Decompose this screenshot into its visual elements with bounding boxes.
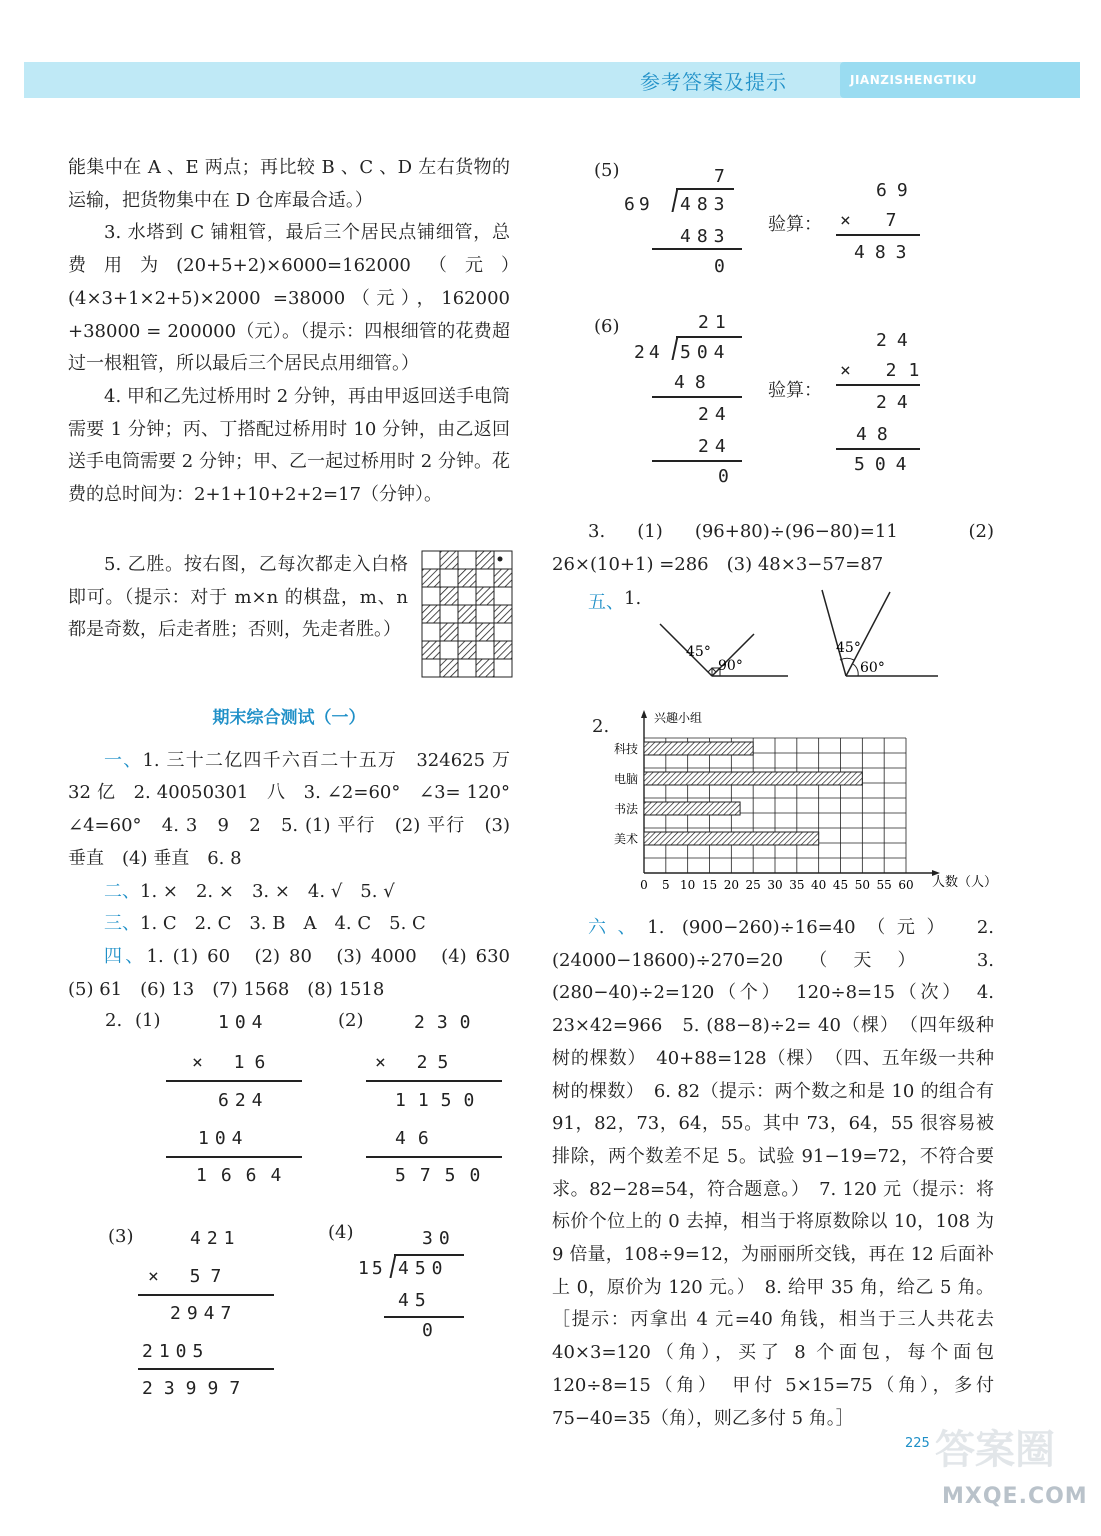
calc-2-line-2: × 25: [375, 1052, 459, 1073]
tick-label: 55: [876, 878, 892, 892]
calc-r6-subtract-2: 24: [698, 436, 732, 457]
tick-label: 40: [811, 878, 827, 892]
header-tag: JIANZISHENGTIKU: [840, 62, 1080, 98]
calc-1-line-4: 104: [198, 1128, 249, 1149]
calc-r6-divisor: 24: [634, 342, 664, 363]
paragraph-4: 4. 甲和乙先过桥用时 2 分钟，再由甲返回送手电筒需要 1 分钟；丙、丁搭配过桥用时 10 分钟，由乙返回送手电筒需要 2 分钟；甲、乙一起过桥用时 2 分钟。花费的总时间为：2+1+10+2+2=17（分钟）。: [68, 385, 510, 506]
calc-r5-remainder: 0: [714, 256, 731, 277]
tick-label: 30: [767, 878, 783, 892]
board-cell: [458, 587, 476, 605]
board-cell: [422, 623, 440, 641]
check-6-line-3: 24: [876, 392, 918, 413]
bar-3: [644, 832, 819, 845]
calc-1-line-1: 104: [218, 1012, 269, 1033]
start-dot-icon: [498, 557, 503, 562]
calc-2-line-1: 230: [414, 1012, 483, 1033]
chart-grid: [641, 710, 940, 876]
check-5-line-3: 483: [854, 242, 917, 263]
board-cell: [476, 605, 494, 623]
calc-1-line-2: × 16: [192, 1052, 276, 1073]
section-5-item-2: 2.: [592, 716, 610, 737]
check-6-line-2: × 21: [840, 360, 932, 381]
final-test-block: [68, 696, 528, 1006]
section-5-item-1: 1.: [624, 588, 642, 609]
angle-figures: [650, 586, 950, 686]
board-cell: [494, 659, 512, 677]
calc-r6-quotient: 21: [698, 312, 732, 333]
category-label: 书法: [614, 802, 639, 816]
tick-label: 25: [745, 878, 761, 892]
calc-1-line-3: 624: [218, 1090, 269, 1111]
watermark-url: MXQE.COM: [942, 1484, 1088, 1509]
board-cell: [476, 587, 494, 605]
watermark-logo: 答案圈: [935, 1427, 1055, 1473]
check-label-6: 验算：: [768, 380, 822, 401]
tick-label: 60: [898, 878, 914, 892]
check-5-line-2: × 7: [840, 210, 909, 231]
category-label: 电脑: [614, 772, 639, 786]
section-3-answers: 1. C 2. C 3. B A 4. C 5. C: [140, 913, 426, 935]
calc-r5-subtract: 483: [680, 226, 731, 247]
board-cell: [458, 659, 476, 677]
calc-r6-partial: 24: [698, 404, 732, 425]
calc-4-divisor: 15: [358, 1258, 386, 1279]
page-number: 225: [905, 1436, 930, 1451]
calc-3-line-3: 2947: [170, 1303, 238, 1324]
board-cell: [476, 641, 494, 659]
board-cell: [476, 569, 494, 587]
board-cell: [494, 641, 512, 659]
category-label: 科技: [614, 742, 639, 756]
header-title: 参考答案及提示: [640, 70, 787, 94]
board-cell: [494, 587, 512, 605]
board-cell: [440, 587, 458, 605]
board-cell: [458, 641, 476, 659]
category-label: 美术: [614, 832, 639, 846]
calc-3-line-2: × 57: [148, 1266, 232, 1287]
calc-2-sub-label: (2): [338, 1010, 364, 1031]
paragraph-5: 5. 乙胜。按右图，乙每次都走入白格即可。（提示：对于 m×n 的棋盘，m、n 都是奇数，后走者胜；否则，先走者胜。）: [68, 554, 408, 641]
board-cell: [494, 623, 512, 641]
angle-a-90: 90°: [718, 658, 743, 674]
calc-2-line-3: 1150: [395, 1090, 487, 1111]
calc-r6-subtract-1: 48: [674, 372, 716, 393]
y-arrow-icon: [641, 710, 647, 718]
board-cell: [422, 605, 440, 623]
bar-0: [644, 742, 753, 755]
check-label-5: 验算：: [768, 214, 822, 235]
board-cell: [440, 641, 458, 659]
board-cell: [440, 551, 458, 569]
calc-4-label: (4): [328, 1222, 354, 1243]
board-cell: [440, 659, 458, 677]
section-6-block: [552, 912, 994, 1435]
calc-r6-dividend: 504: [680, 342, 731, 363]
calc-4-dividend: 450: [398, 1258, 449, 1279]
chessboard-grid: [422, 551, 512, 677]
check-6-line-4: 48: [856, 424, 898, 445]
board-cell: [458, 551, 476, 569]
calc-2-line-5: 5750: [395, 1165, 495, 1186]
section-3-label: 三、: [104, 913, 140, 935]
calc-1-line-5: 1664: [196, 1165, 296, 1186]
paragraph-5-block: [68, 549, 408, 647]
calc-r5-quotient: 7: [714, 166, 731, 187]
board-cell: [440, 605, 458, 623]
angle-a-45: 45°: [686, 644, 711, 660]
check-6-line-5: 504: [854, 454, 917, 475]
board-cell: [476, 659, 494, 677]
bar-1: [644, 772, 862, 785]
section-2-answers: 1. × 2. × 3. × 4. √ 5. √: [140, 880, 395, 902]
right-q3-block: [552, 516, 994, 581]
section-4-answers: 1. (1) 60 (2) 80 (3) 4000 (4) 630 (5) 61 (6) 13 (7) 1568 (8) 1518: [68, 945, 528, 1000]
board-cell: [494, 551, 512, 569]
chart-tick-labels: [640, 878, 913, 892]
board-cell: [440, 623, 458, 641]
chart-category-labels: [614, 741, 639, 846]
bar-2: [644, 802, 740, 815]
section-1-label: 一、: [104, 749, 143, 771]
board-cell: [476, 551, 494, 569]
calc-4-subtract: 45: [398, 1290, 432, 1311]
left-column-text: [68, 152, 528, 512]
interest-group-chart: [600, 706, 1000, 906]
calc-1-label: (1): [135, 1010, 161, 1031]
board-cell: [494, 569, 512, 587]
section-6-label: 六、: [588, 917, 648, 938]
section-1-answers: 1. 三十二亿四千六百二十五万 324625 万 32 亿 2. 40050301 八 3. ∠2=60° ∠3= 120° ∠4=60° 4. 3 9 2 5. (1) 平行 (2) 平行 (3) 垂直 (4) 垂直 6. 8: [68, 749, 528, 869]
calc-r5-divisor: 69: [624, 194, 654, 215]
chart-title: 兴趣小组: [654, 711, 703, 725]
tick-label: 45: [832, 878, 849, 892]
board-cell: [458, 623, 476, 641]
tick-label: 35: [789, 878, 805, 892]
board-cell: [422, 569, 440, 587]
paragraph-1: 能集中在 A 、E 两点；再比较 B 、C 、D 左右货物的运输，把货物集中在 D 仓库最合适。）: [68, 157, 510, 211]
chessboard-figure: [421, 550, 513, 680]
check-5-line-1: 69: [876, 180, 918, 201]
calc-3-line-1: 421: [190, 1228, 241, 1249]
board-cell: [422, 659, 440, 677]
tick-label: 10: [680, 878, 696, 892]
tick-label: 20: [723, 878, 739, 892]
section-4-label: 四、: [104, 945, 147, 967]
calc-4-remainder: 0: [422, 1320, 439, 1341]
calc-r5-label: (5): [594, 160, 620, 181]
tick-label: 15: [701, 878, 718, 892]
board-cell: [440, 569, 458, 587]
tick-label: 5: [662, 878, 670, 892]
tick-label: 0: [640, 878, 648, 892]
board-cell: [458, 569, 476, 587]
chart-xlabel: 人数（人）: [932, 875, 998, 890]
check-6-line-1: 24: [876, 330, 918, 351]
calc-3-line-5: 23997: [142, 1378, 252, 1399]
board-cell: [422, 551, 440, 569]
section-title: 期末综合测试（一）: [212, 708, 366, 728]
section-5-label: 五、: [588, 592, 624, 613]
board-cell: [494, 605, 512, 623]
section-6-answers: 1. (900−260)÷16=40（元） 2. (24000−18600)÷270=20（天） 3. (280−40)÷2=120（个） 120÷8=15（次） 4. 23×42=966 5. (88−8)÷2= 40（棵） （四年级种树的棵数） 40+88=128（棵） （四、五年级一共种树的棵数） 6. 82（提示：两个数之和是 10 的组合有 91，82，73，64，55。其中 73，64，55 很容易被排除，两个数差不足 5。试验 91−19=72，不符合要求。82−28=54，符合题意。） 7. 120 元（提示：将标价个位上的 0 去掉，相当于将原数除以 10，108 为 9 倍量，108÷9=12，为丽丽所交钱，再在 12 后面补上 0，原价为 120 元。） 8. 给甲 35 角，给乙 5 角。［提示：丙拿出 4 元=40 角钱，相当于三人共花去 40×3=120（角），买了 8 个面包，每个面包 120÷8=15（角） 甲付 5×15=75（角），多付 75−40=35（角），则乙多付 5 角。］: [552, 917, 994, 1429]
board-cell: [476, 623, 494, 641]
calc-2-label: 2.: [105, 1010, 123, 1031]
calc-4-quotient: 30: [422, 1228, 456, 1249]
calc-r5-dividend: 483: [680, 194, 731, 215]
calc-r6-label: (6): [594, 316, 620, 337]
angle-b-60: 60°: [860, 660, 885, 676]
right-q3: 3. (1) (96+80)÷(96−80)=11 (2) 26×(10+1) =286 (3) 48×3−57=87: [552, 521, 994, 575]
calc-2-line-4: 46: [395, 1128, 441, 1149]
calc-r6-remainder: 0: [718, 466, 735, 487]
tick-label: 50: [854, 878, 870, 892]
board-cell: [422, 641, 440, 659]
paragraph-3: 3. 水塔到 C 铺粗管，最后三个居民点铺细管，总费用为(20+5+2)×6000=162000（元） (4×3+1×2+5)×2000 =38000（元），162000 +38000 = 200000（元）。（提示：四根细管的花费超过一根粗管，所以最后三个居民点用细管。）: [68, 222, 528, 375]
angle-b-45: 45°: [836, 640, 861, 656]
calc-3-line-4: 2105: [142, 1341, 210, 1362]
board-cell: [458, 605, 476, 623]
calc-3-label: (3): [108, 1226, 134, 1247]
board-cell: [422, 587, 440, 605]
section-2-label: 二、: [104, 880, 140, 902]
